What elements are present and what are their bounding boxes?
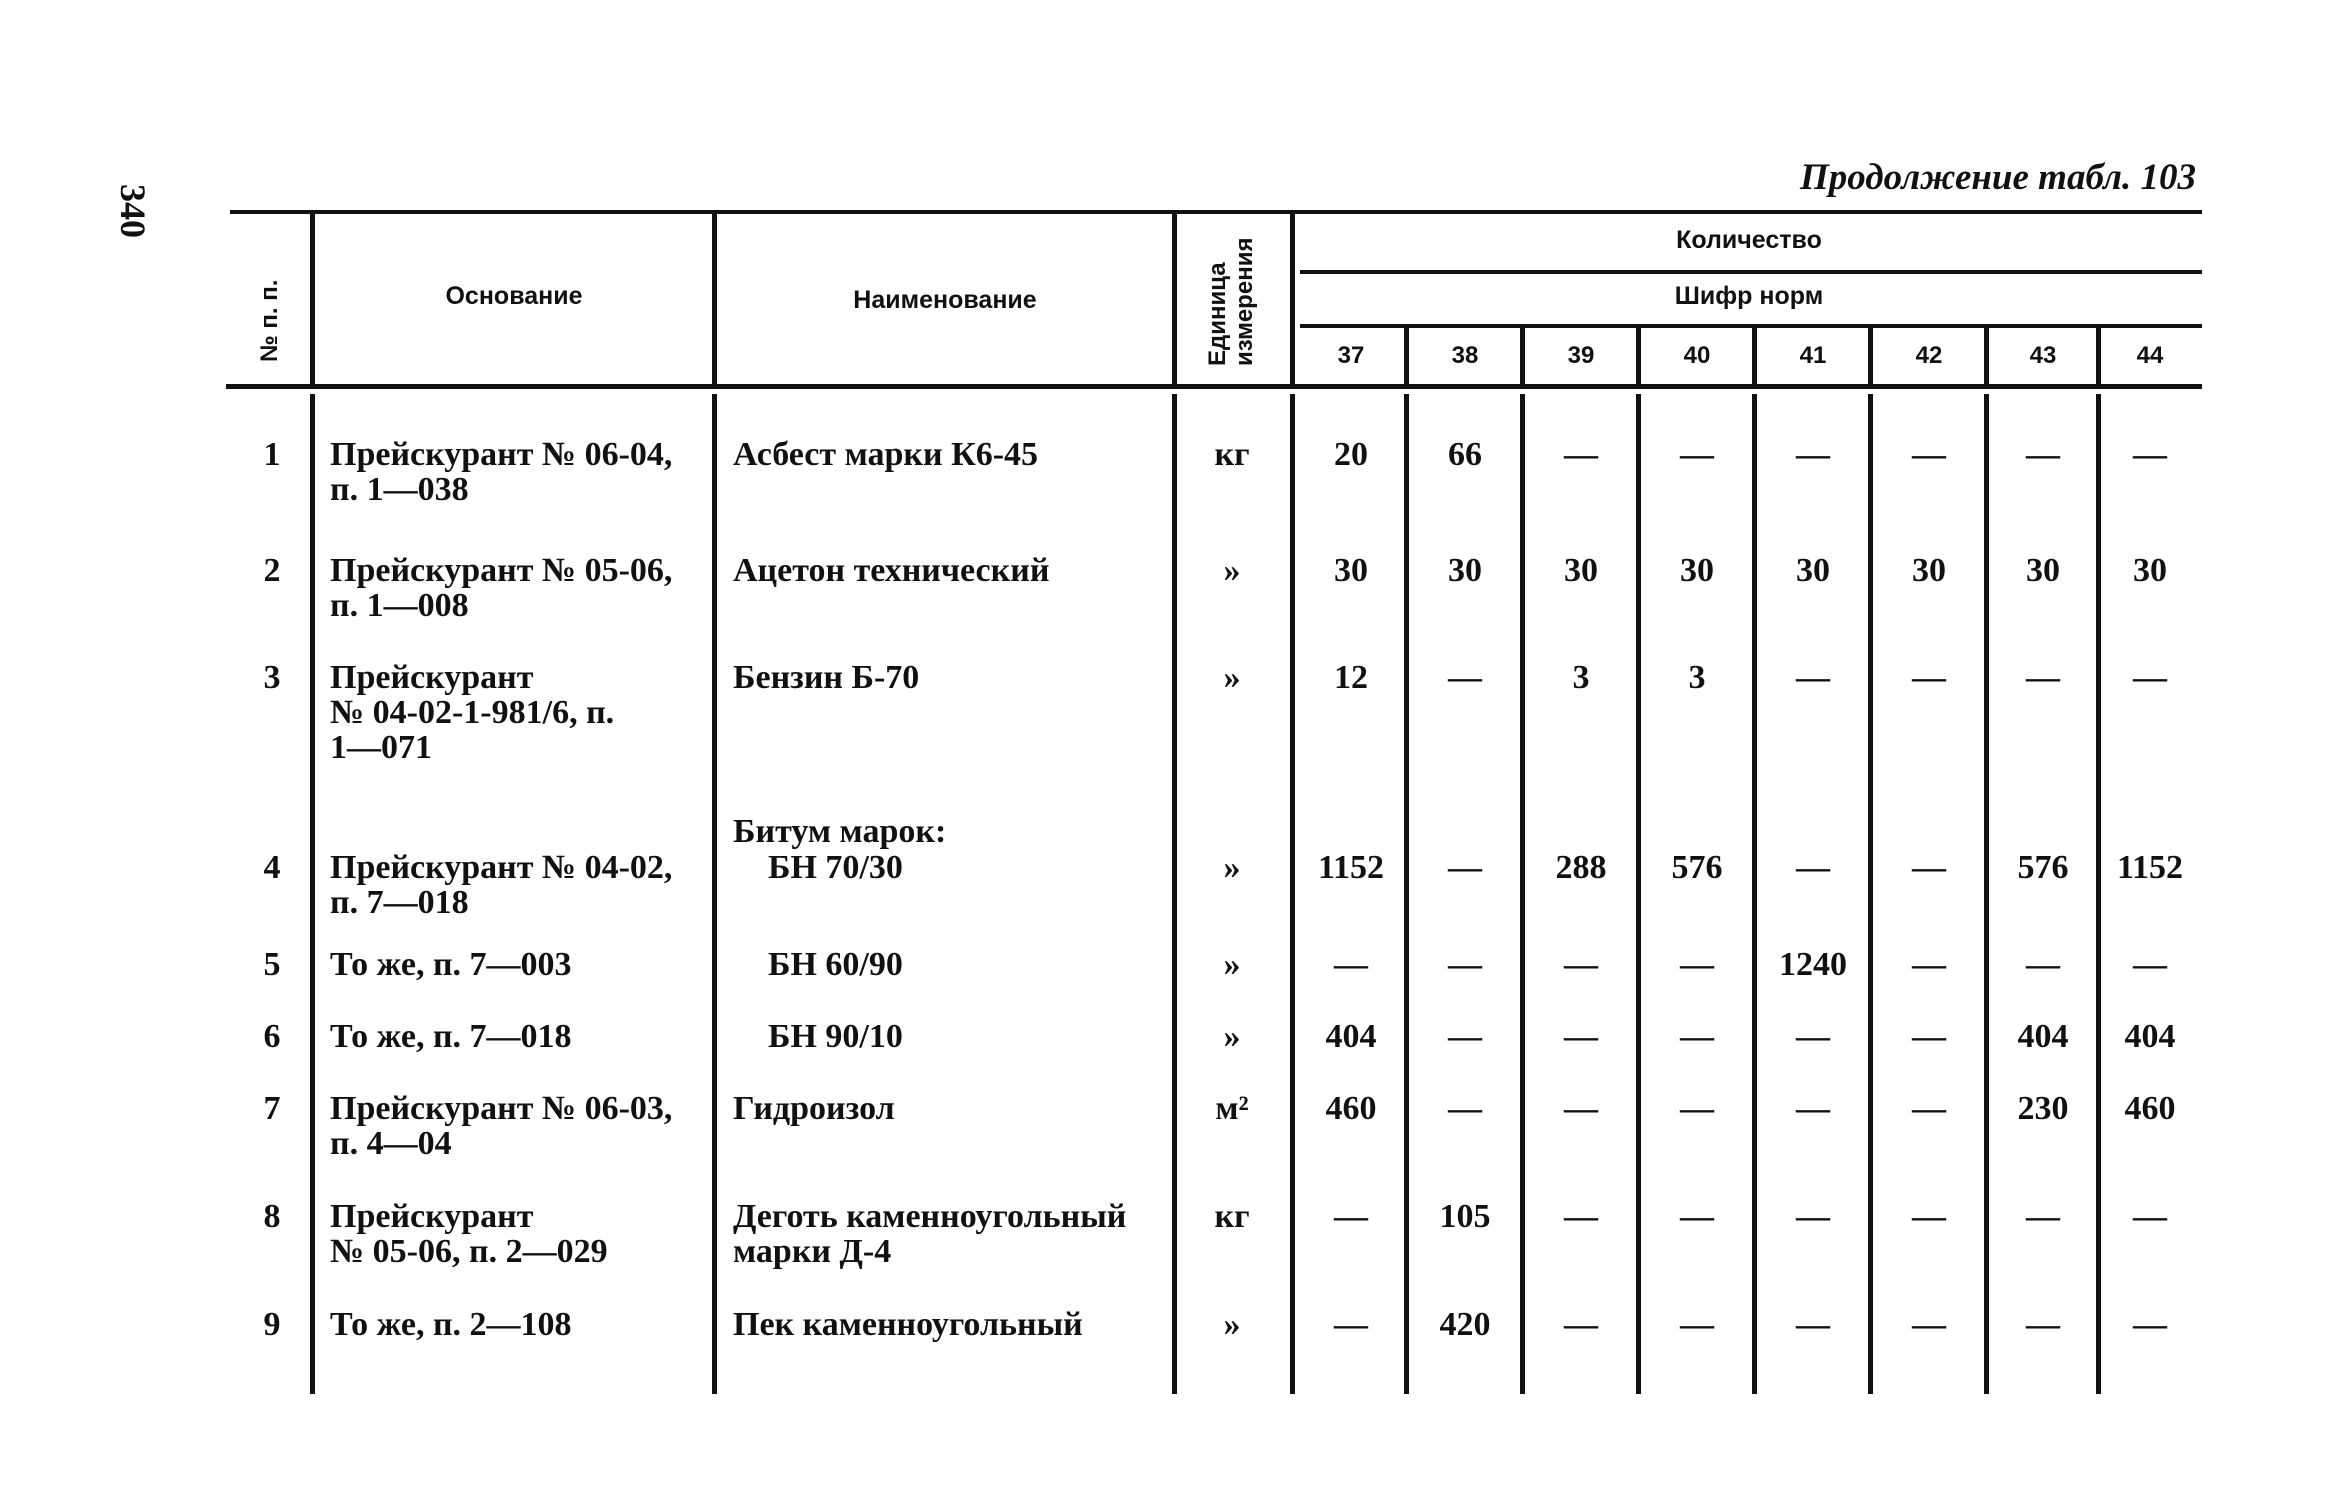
column-number: 37 <box>1337 342 1365 369</box>
quantity-cell: — <box>1448 1090 1482 1127</box>
quantity-cell: — <box>2026 946 2060 983</box>
header-divider <box>1752 326 1757 384</box>
row-unit: кг <box>1214 1198 1250 1235</box>
body-divider <box>1404 394 1409 1394</box>
row-basis: Прейскурант № 05-06, п. 1—008 <box>330 552 673 624</box>
quantity-cell: 460 <box>2124 1090 2176 1127</box>
row-number: 8 <box>263 1198 281 1235</box>
body-divider <box>2096 394 2101 1394</box>
quantity-cell: 1152 <box>2116 849 2184 886</box>
row-unit: » <box>1223 1018 1241 1055</box>
quantity-cell: — <box>1796 1090 1830 1127</box>
table-top-rule <box>230 210 2202 214</box>
row-number: 2 <box>263 552 281 589</box>
quantity-cell: — <box>1564 436 1598 473</box>
row-number: 6 <box>263 1018 281 1055</box>
quantity-cell: 30 <box>1796 552 1830 589</box>
header-num: № п. п. <box>256 279 283 362</box>
column-number: 42 <box>1915 342 1943 369</box>
row-number: 9 <box>263 1306 281 1343</box>
quantity-cell: — <box>1796 1018 1830 1055</box>
quantity-cell: 3 <box>1688 659 1706 696</box>
quantity-cell: — <box>1680 1198 1714 1235</box>
quantity-cell: 30 <box>2026 552 2060 589</box>
row-unit: » <box>1223 946 1241 983</box>
quantity-cell: — <box>1912 1018 1946 1055</box>
row-number: 4 <box>263 849 281 886</box>
row-unit: м² <box>1215 1090 1249 1127</box>
quantity-cell: — <box>1680 436 1714 473</box>
quantity-cell: 30 <box>1448 552 1482 589</box>
column-number: 44 <box>2136 342 2164 369</box>
quantity-cell: — <box>1796 849 1830 886</box>
quantity-cell: 30 <box>1564 552 1598 589</box>
header-quantity: Количество <box>1676 226 1822 254</box>
row-name: Пек каменноугольный <box>733 1306 1083 1343</box>
quantity-cell: — <box>1334 1198 1368 1235</box>
header-basis: Основание <box>445 282 583 310</box>
quantity-cell: 404 <box>2017 1018 2069 1055</box>
body-divider <box>1290 394 1295 1394</box>
quantity-cell: — <box>1796 436 1830 473</box>
row-basis: Прейскурант № 06-04, п. 1—038 <box>330 436 673 508</box>
quantity-cell: 66 <box>1448 436 1482 473</box>
header-divider <box>1636 326 1641 384</box>
page-number: 340 <box>113 184 153 238</box>
quantity-cell: — <box>1564 946 1598 983</box>
quantity-cell: — <box>1564 1018 1598 1055</box>
quantity-cell: — <box>1680 946 1714 983</box>
quantity-cell: — <box>1448 659 1482 696</box>
quantity-cell: 404 <box>1325 1018 1377 1055</box>
header-code: Шифр норм <box>1674 282 1824 310</box>
quantity-cell: 30 <box>2133 552 2167 589</box>
body-divider <box>310 394 315 1394</box>
quantity-cell: — <box>1912 1198 1946 1235</box>
quantity-cell: 30 <box>1680 552 1714 589</box>
column-number: 41 <box>1799 342 1827 369</box>
quantity-cell: 1240 <box>1779 946 1847 983</box>
quantity-cell: 420 <box>1439 1306 1491 1343</box>
body-divider <box>712 394 717 1394</box>
quantity-cell: — <box>1912 1306 1946 1343</box>
quantity-cell: — <box>1564 1198 1598 1235</box>
quantity-cell: — <box>2133 946 2167 983</box>
quantity-cell: — <box>2133 436 2167 473</box>
quantity-cell: — <box>2026 659 2060 696</box>
column-number: 39 <box>1567 342 1595 369</box>
quantity-rule <box>1300 270 2202 274</box>
quantity-cell: 288 <box>1555 849 1607 886</box>
row-number: 5 <box>263 946 281 983</box>
body-divider <box>1984 394 1989 1394</box>
row-number: 7 <box>263 1090 281 1127</box>
row-name: БН 60/90 <box>768 946 903 983</box>
quantity-cell: — <box>2026 436 2060 473</box>
quantity-cell: 30 <box>1912 552 1946 589</box>
row-unit: » <box>1223 1306 1241 1343</box>
row-name: Асбест марки К6-45 <box>733 436 1039 473</box>
quantity-cell: — <box>1912 659 1946 696</box>
row-unit: » <box>1223 659 1241 696</box>
code-rule <box>1300 324 2202 328</box>
quantity-cell: — <box>1564 1090 1598 1127</box>
quantity-cell: — <box>1448 1018 1482 1055</box>
quantity-cell: — <box>2026 1198 2060 1235</box>
quantity-cell: — <box>2133 1306 2167 1343</box>
row-name-group: Битум марок: <box>733 813 947 850</box>
quantity-cell: 576 <box>2017 849 2069 886</box>
quantity-cell: — <box>1448 849 1482 886</box>
quantity-cell: 460 <box>1325 1090 1377 1127</box>
body-divider <box>1520 394 1525 1394</box>
quantity-cell: — <box>1912 436 1946 473</box>
row-basis: Прейскурант № 04-02, п. 7—018 <box>330 849 673 921</box>
row-name: Деготь каменноугольный марки Д-4 <box>733 1198 1127 1270</box>
row-basis: Прейскурант № 06-03, п. 4—04 <box>330 1090 673 1162</box>
header-bottom-rule <box>226 384 2202 389</box>
row-unit: кг <box>1214 436 1250 473</box>
quantity-cell: 105 <box>1439 1198 1491 1235</box>
table-continuation-title: Продолжение табл. 103 <box>1800 157 2196 198</box>
row-basis: То же, п. 2—108 <box>330 1306 572 1343</box>
quantity-cell: — <box>1680 1306 1714 1343</box>
header-divider <box>712 214 717 384</box>
body-divider <box>1752 394 1757 1394</box>
quantity-cell: — <box>1796 1198 1830 1235</box>
quantity-cell: — <box>1334 1306 1368 1343</box>
column-number: 38 <box>1451 342 1479 369</box>
body-divider <box>1636 394 1641 1394</box>
header-divider <box>1868 326 1873 384</box>
header-unit: Единица измерения <box>1204 237 1258 366</box>
row-name: Ацетон технический <box>733 552 1050 589</box>
column-number: 43 <box>2029 342 2057 369</box>
quantity-cell: 1152 <box>1317 849 1385 886</box>
quantity-cell: — <box>1680 1018 1714 1055</box>
quantity-cell: — <box>2133 1198 2167 1235</box>
row-number: 1 <box>263 436 281 473</box>
quantity-cell: — <box>1796 659 1830 696</box>
row-unit: » <box>1223 849 1241 886</box>
row-name: БН 90/10 <box>768 1018 903 1055</box>
column-number: 40 <box>1683 342 1711 369</box>
quantity-cell: 20 <box>1334 436 1368 473</box>
quantity-cell: 3 <box>1572 659 1590 696</box>
quantity-cell: — <box>1796 1306 1830 1343</box>
row-name: Бензин Б-70 <box>733 659 920 696</box>
header-divider <box>1290 214 1295 384</box>
quantity-cell: — <box>1564 1306 1598 1343</box>
quantity-cell: — <box>1680 1090 1714 1127</box>
quantity-cell: — <box>1912 849 1946 886</box>
row-basis: Прейскурант № 05-06, п. 2—029 <box>330 1198 608 1270</box>
quantity-cell: — <box>1448 946 1482 983</box>
quantity-cell: — <box>1912 946 1946 983</box>
row-number: 3 <box>263 659 281 696</box>
quantity-cell: 404 <box>2124 1018 2176 1055</box>
quantity-cell: — <box>1334 946 1368 983</box>
header-name: Наименование <box>853 286 1037 314</box>
header-divider <box>310 214 315 384</box>
header-divider <box>1520 326 1525 384</box>
row-basis: То же, п. 7—003 <box>330 946 572 983</box>
header-divider <box>1172 214 1177 384</box>
quantity-cell: 230 <box>2017 1090 2069 1127</box>
quantity-cell: — <box>1912 1090 1946 1127</box>
quantity-cell: — <box>2026 1306 2060 1343</box>
quantity-cell: 30 <box>1334 552 1368 589</box>
row-name: Гидроизол <box>733 1090 895 1127</box>
row-name: БН 70/30 <box>768 849 903 886</box>
quantity-cell: 576 <box>1671 849 1723 886</box>
row-unit: » <box>1223 552 1241 589</box>
row-basis: То же, п. 7—018 <box>330 1018 572 1055</box>
quantity-cell: 12 <box>1334 659 1368 696</box>
row-basis: Прейскурант № 04-02-1-981/6, п. 1—071 <box>330 659 615 766</box>
quantity-cell: — <box>2133 659 2167 696</box>
body-divider <box>1868 394 1873 1394</box>
